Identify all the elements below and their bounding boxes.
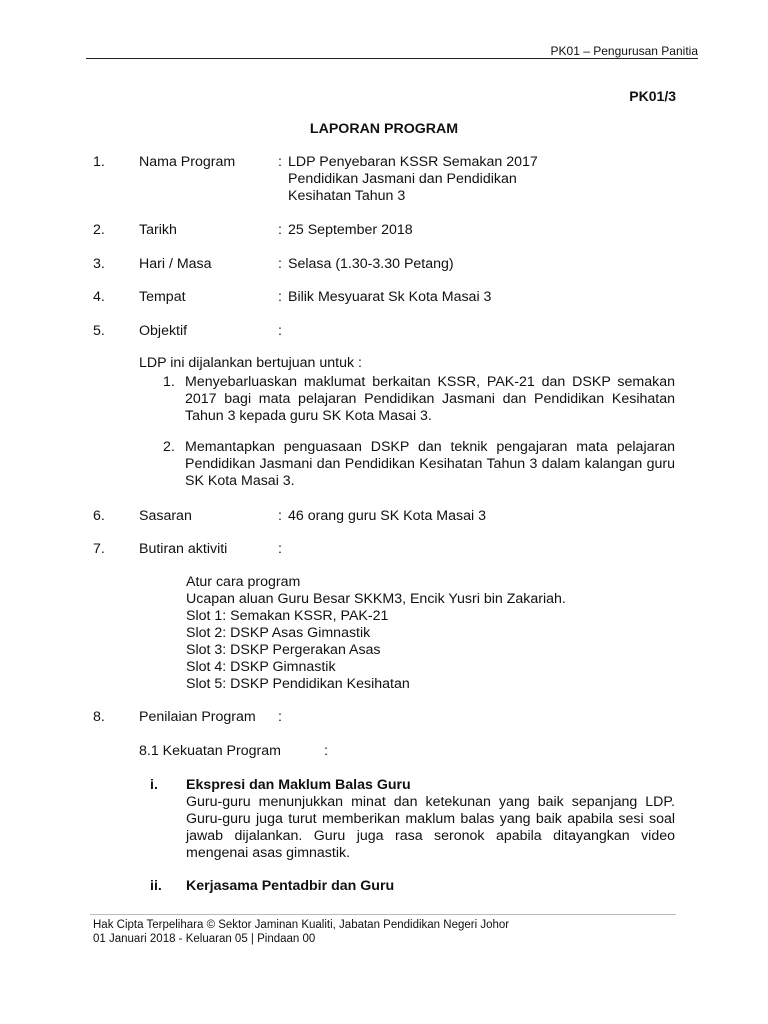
item-8-label: Penilaian Program	[139, 709, 256, 725]
activity-line-5: Slot 3: DSKP Pergerakan Asas	[186, 642, 381, 658]
point-2-heading: Kerjasama Pentadbir dan Guru	[186, 878, 395, 894]
objective-item-1-number: 1.	[163, 374, 175, 390]
item-3-value: Selasa (1.30-3.30 Petang)	[288, 256, 454, 272]
point-2-number: ii.	[150, 878, 162, 894]
item-8-colon: :	[278, 709, 282, 725]
item-1-colon: :	[278, 154, 282, 170]
footer-revision: 01 Januari 2018 - Keluaran 05 | Pindaan 00	[93, 933, 316, 945]
item-1-value-line-1: LDP Penyebaran KSSR Semakan 2017	[288, 154, 538, 170]
activity-line-3: Slot 1: Semakan KSSR, PAK-21	[186, 608, 389, 624]
activity-line-4: Slot 2: DSKP Asas Gimnastik	[186, 625, 371, 641]
header-text: PK01 – Pengurusan Panitia	[550, 44, 698, 58]
item-8-number: 8.	[93, 709, 105, 725]
activity-line-6: Slot 4: DSKP Gimnastik	[186, 659, 336, 675]
item-3-number: 3.	[93, 256, 105, 272]
item-7-number: 7.	[93, 541, 105, 557]
item-6-value: 46 orang guru SK Kota Masai 3	[288, 508, 486, 524]
objective-item-1-text: Menyebarluaskan maklumat berkaitan KSSR, PAK-21 dan DSKP semakan 2017 bagi mata pelajaran Pendidikan Jasmani dan Pendidikan Kesihatan Tahun 3 kepada guru SK Kota Masai 3.	[185, 374, 675, 424]
item-7-colon: :	[278, 541, 282, 557]
item-3-colon: :	[278, 256, 282, 272]
page-title: LAPORAN PROGRAM	[309, 121, 459, 137]
item-7-label: Butiran aktiviti	[139, 541, 228, 557]
item-6-colon: :	[278, 508, 282, 524]
item-4-number: 4.	[93, 289, 105, 305]
item-1-value-line-2: Pendidikan Jasmani dan Pendidikan	[288, 171, 517, 187]
objective-item-2-text: Memantapkan penguasaan DSKP dan teknik pengajaran mata pelajaran Pendidikan Jasmani dan Pendidikan Kesihatan Tahun 3 dalam kalangan guru SK Kota Masai 3.	[185, 439, 675, 489]
item-2-colon: :	[278, 222, 282, 238]
header-divider	[86, 58, 698, 59]
item-4-colon: :	[278, 289, 282, 305]
item-1-label: Nama Program	[139, 154, 236, 170]
item-2-label: Tarikh	[139, 222, 177, 238]
item-2-number: 2.	[93, 222, 105, 238]
objective-intro: LDP ini dijalankan bertujuan untuk :	[139, 355, 362, 371]
point-1-body: Guru-guru menunjukkan minat dan ketekunan yang baik sepanjang LDP. Guru-guru juga turut memberikan maklum balas yang baik apabila sesi soal jawab dijalankan. Guru juga rasa seronok apabila ditayangkan video mengenai asas gimnastik.	[186, 794, 675, 861]
activity-line-2: Ucapan aluan Guru Besar SKKM3, Encik Yusri bin Zakariah.	[186, 591, 566, 607]
activity-line-7: Slot 5: DSKP Pendidikan Kesihatan	[186, 676, 410, 692]
item-5-number: 5.	[93, 323, 105, 339]
objective-item-2-number: 2.	[163, 439, 175, 455]
footer-divider	[90, 914, 676, 915]
document-code: PK01/3	[629, 88, 676, 104]
item-2-value: 25 September 2018	[288, 222, 413, 238]
item-3-label: Hari / Masa	[139, 256, 212, 272]
evaluation-sub-label: 8.1 Kekuatan Program	[139, 743, 281, 759]
item-1-number: 1.	[93, 154, 105, 170]
objective-item-2	[163, 439, 675, 490]
item-4-label: Tempat	[139, 289, 186, 305]
item-5-label: Objektif	[139, 323, 188, 339]
activity-line-1: Atur cara program	[186, 574, 301, 590]
footer-copyright: Hak Cipta Terpelihara © Sektor Jaminan Kualiti, Jabatan Pendidikan Negeri Johor	[93, 919, 510, 931]
item-6-label: Sasaran	[139, 508, 192, 524]
evaluation-sub-colon: :	[324, 743, 328, 759]
item-6-number: 6.	[93, 508, 105, 524]
item-1-value-line-3: Kesihatan Tahun 3	[288, 188, 406, 204]
point-1-number: i.	[150, 777, 158, 793]
item-4-value: Bilik Mesyuarat Sk Kota Masai 3	[288, 289, 492, 305]
point-1-heading: Ekspresi dan Maklum Balas Guru	[186, 777, 411, 793]
objective-item-1	[163, 374, 675, 425]
item-5-colon: :	[278, 323, 282, 339]
